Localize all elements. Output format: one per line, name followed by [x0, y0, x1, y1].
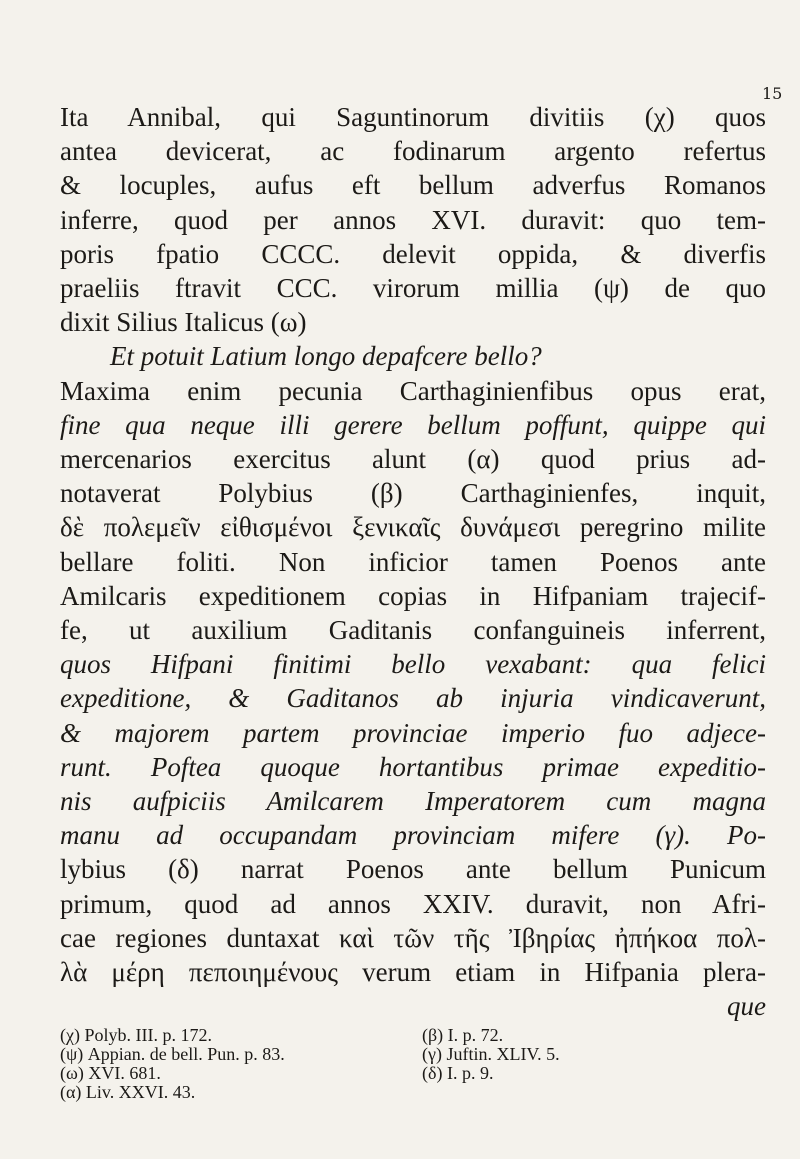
text-line: Ita Annibal, qui Saguntinorum divitiis (χ) quos: [60, 102, 766, 132]
footnote: (ω) XVI. 681.: [60, 1063, 161, 1083]
text-line: inferre, quod per annos XVI. duravit: quo tem-: [60, 204, 766, 235]
text-line: poris fpatio CCCC. delevit oppida, & diverfis: [60, 238, 766, 269]
text-line: Amilcaris expeditionem copias in Hifpaniam trajecif-: [60, 580, 766, 611]
text-line: nis aufpiciis Amilcarem Imperatorem cum magna: [60, 786, 766, 817]
footnote: (χ) Polyb. III. p. 172.: [60, 1025, 212, 1045]
text-line: bellare foliti. Non inficior tamen Poenos ante: [60, 546, 766, 577]
verse-quotation: Et potuit Latium longo depafcere bello?: [110, 341, 542, 372]
text-line: praeliis ftravit CCC. virorum millia (ψ) de quo: [60, 273, 766, 304]
footnotes-left-column: [60, 1026, 380, 1102]
text-line: dixit Silius Italicus (ω): [60, 307, 307, 338]
text-line: fe, ut auxilium Gaditanis confanguineis inferrent,: [60, 615, 766, 646]
page-number: 15: [762, 84, 783, 103]
greek-line: λὰ μέρη πεποιημένους verum etiam in Hifpania plera-: [60, 957, 766, 988]
main-text: [60, 100, 766, 1023]
text-line: mercenarios exercitus alunt (α) quod prius ad-: [60, 444, 766, 475]
catchword: que: [727, 991, 766, 1022]
text-line: quos Hifpani finitimi bello vexabant: qua felici: [60, 649, 766, 680]
footnote: (γ) Juftin. XLIV. 5.: [422, 1044, 560, 1064]
text-line: expeditione, & Gaditanos ab injuria vindicaverunt,: [60, 683, 766, 714]
text-line: notaverat Polybius (β) Carthaginienfes, inquit,: [60, 478, 766, 509]
text-line: Maxima enim pecunia Carthaginienfibus opus erat,: [60, 375, 766, 406]
text-line: primum, quod ad annos XXIV. duravit, non Afri-: [60, 888, 766, 919]
text-line: manu ad occupandam provinciam mifere (γ). Po-: [60, 820, 766, 851]
footnotes-right-column: [422, 1026, 722, 1083]
greek-line: δὲ πολεμεῖν εἰθισμένοι ξενικαῖς δυνάμεσι peregrino milite: [60, 512, 766, 543]
text-line: & locuples, aufus eft bellum adverfus Romanos: [60, 170, 766, 201]
text-line: fine qua neque illi gerere bellum poffunt, quippe qui: [60, 409, 766, 440]
text-line: & majorem partem provinciae imperio fuo adjece-: [60, 717, 766, 748]
text-line: runt. Poftea quoque hortantibus primae expeditio-: [60, 751, 766, 782]
footnote: (β) I. p. 72.: [422, 1025, 504, 1045]
text-line: lybius (δ) narrat Poenos ante bellum Punicum: [60, 854, 766, 885]
text-line: antea devicerat, ac fodinarum argento refertus: [60, 136, 766, 167]
footnote: (δ) I. p. 9.: [422, 1063, 494, 1083]
greek-line: cae regiones duntaxat καὶ τῶν τῆς Ἰβηρίας ἠπήκοα πολ-: [60, 922, 766, 953]
footnote: (ψ) Appian. de bell. Pun. p. 83.: [60, 1044, 285, 1064]
footnote: (α) Liv. XXVI. 43.: [60, 1082, 196, 1102]
